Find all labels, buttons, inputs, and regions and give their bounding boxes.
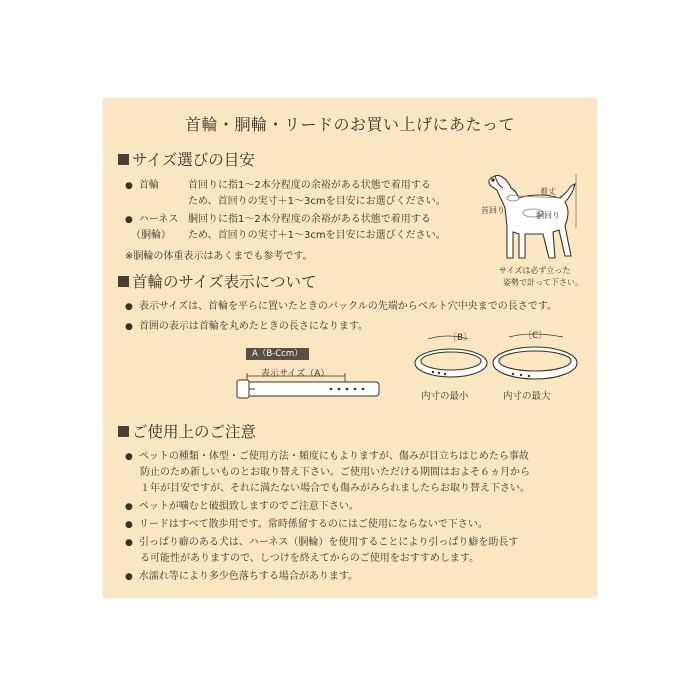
- caution-1-line-2: 防止のため新しいものとお取り替え下さい。ご使用いただける期間はおよそ６ヵ月から: [140, 467, 530, 478]
- page-title: 首輪・胴輪・リードのお買い上げにあたって: [184, 115, 515, 134]
- round-collars-diagram: [413, 333, 588, 393]
- max-label: 内寸の最大: [503, 391, 551, 402]
- collar-label: ● 首輪: [125, 178, 159, 194]
- cautions-heading: ご使用上のご注意: [118, 420, 256, 442]
- caution-4-line-1: ● 引っぱり癖のある犬は、ハーネス（胴輪）を使用することにより引っぱり癖を助長す: [125, 535, 518, 551]
- info-panel: [103, 98, 597, 598]
- caution-5: ● 水濡れ等により多少色落ちする場合があります。: [125, 569, 358, 585]
- size-guide-heading: サイズ選びの目安: [118, 148, 255, 170]
- harness-label: ● ハーネス: [125, 212, 178, 228]
- caution-4-line-2: る可能性がありますので、しつけを終えてからのご使用をおすすめします。: [140, 553, 480, 564]
- size-tag: A（B-Ccm）: [246, 348, 309, 360]
- size-display-bullet-2: ● 首囲の表示は首輪を丸めたときの長さになります。: [125, 319, 368, 335]
- size-display-heading: 首輪のサイズ表示について: [118, 270, 316, 292]
- size-display-bullet-1: ● 表示サイズは、首輪を平らに置いたときのバックルの先端からベルト穴中央までの長さです。: [125, 299, 557, 315]
- dog-measurement-illustration: [473, 168, 588, 273]
- square-bullet-icon: [118, 426, 129, 437]
- caution-1-line-3: １年が目安ですが、それに満たない場合でも傷みがみられましたらお取り替え下さい。: [140, 483, 530, 494]
- display-size-label: 表示サイズ（A）: [261, 369, 330, 379]
- caution-3: ● リードはすべて散歩用です。常時係留するのにはご使用にならないで下さい。: [125, 517, 488, 533]
- harness-text-1: 胴回りに指1〜2本分程度の余裕がある状態で着用する: [188, 214, 431, 225]
- dog-caption-2: 姿勢で計って下さい。: [503, 278, 583, 287]
- dog-label-height: 着丈: [540, 187, 556, 196]
- collar-text-1: 首回りに指1〜2本分程度の余裕がある状態で着用する: [188, 180, 431, 191]
- dog-caption-1: サイズは必ず立った: [499, 266, 571, 275]
- square-bullet-icon: [118, 154, 129, 165]
- collar-text-2: ため、首回りの実寸＋1〜3cmを目安にお選びください。: [188, 196, 446, 207]
- harness-sublabel: （胴輪）: [131, 230, 171, 241]
- caution-2: ● ペットが噛むと破損致しますのでご注意下さい。: [125, 499, 359, 515]
- harness-text-2: ため、首回りの実寸＋1〜3cmを目安にお選びください。: [188, 230, 446, 241]
- min-label: 内寸の最小: [421, 391, 469, 402]
- dog-label-neck: 首回り: [481, 206, 505, 215]
- label-b: 〔B〕: [448, 333, 473, 343]
- caution-1-line-1: ● ペットの種類・体型・ご使用方法・頻度にもよりますが、傷みが目立ちはじめたら事故: [125, 449, 529, 465]
- weight-note: ※胴輪の体重表示はあくまでも参考です。: [125, 251, 313, 262]
- label-c: 〔C〕: [523, 331, 548, 341]
- square-bullet-icon: [118, 276, 129, 287]
- flat-collar-diagram: [233, 368, 383, 408]
- dog-label-body: 胴回り: [536, 211, 560, 220]
